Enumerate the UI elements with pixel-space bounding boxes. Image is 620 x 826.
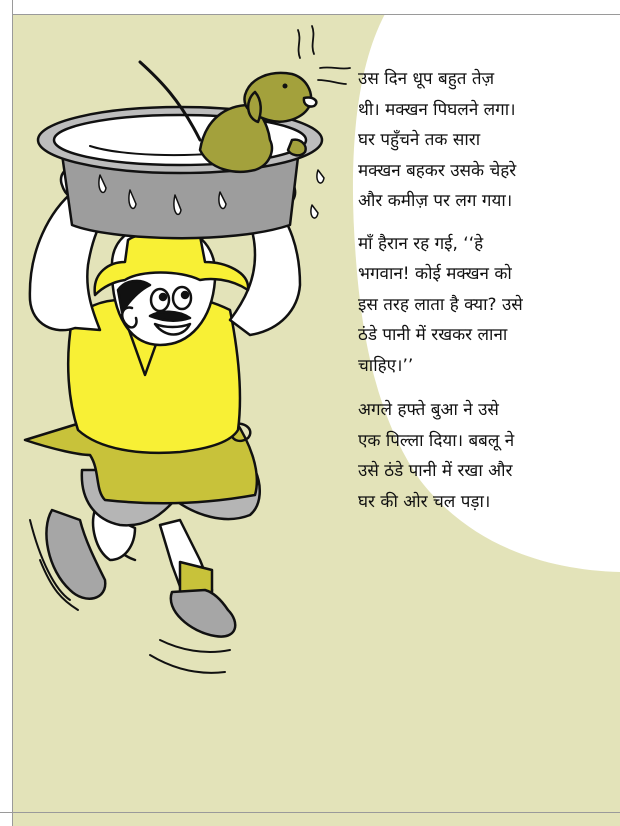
puppy-tongue [304,98,317,107]
paragraph-3: अगले हफ्ते बुआ ने उसे एक पिल्ला दिया। बबलू ने उसे ठंडे पानी में रखा और घर की ओर चल पड़ा। [358,400,515,512]
story-text [358,64,608,517]
puppy-paw [288,140,306,156]
pot [38,107,322,238]
right-shoe [171,590,235,637]
shake-lines [298,26,350,84]
drops [311,170,324,218]
paragraph-1: उस दिन धूप बहुत तेज़ थी। मक्खन पिघलने लगा। घर पहुँचने तक सारा मक्खन बहकर उसके चेहरे और कमीज़ पर लग गया। [358,69,517,211]
puppy-ear [248,92,261,122]
paragraph-2: माँ हैरान रह गई, ‘‘हे भगवान! कोई मक्खन को इस तरह लाता है क्या? उसे ठंडे पानी में रखकर लाना चाहिए।’’ [358,233,523,376]
right-sock [180,562,212,592]
